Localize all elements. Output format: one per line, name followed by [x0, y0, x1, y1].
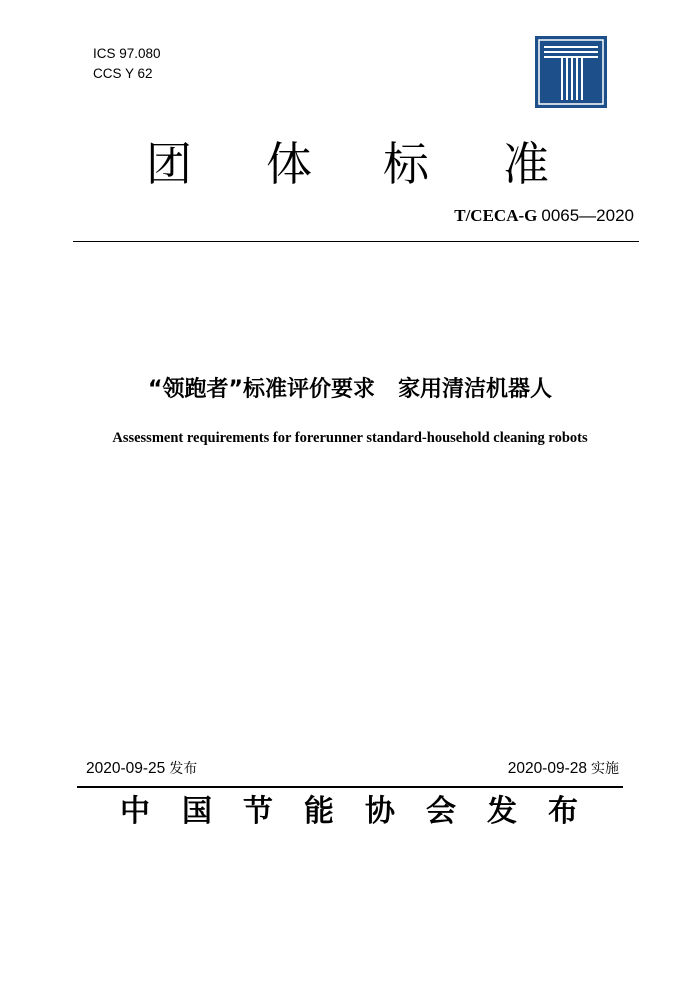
publisher-line [110, 792, 600, 832]
publisher-char: 能 [304, 794, 334, 829]
ccs-code: CCS Y 62 [93, 66, 153, 81]
standard-number-prefix: T/CECA-G [454, 206, 538, 225]
issue-date-label: 发布 [169, 761, 198, 777]
title-chinese: “领跑者”标准评价要求 家用清洁机器人 [148, 377, 552, 402]
standard-type-char: 体 [266, 137, 312, 191]
standard-type-title [100, 134, 600, 194]
publisher-char: 中 [120, 794, 150, 829]
implement-date-label: 实施 [591, 761, 619, 777]
title-english: Assessment requirements for forerunner standard-household cleaning robots [112, 430, 588, 446]
standard-number-suffix: 0065—2020 [541, 206, 634, 225]
footer-divider [77, 786, 623, 788]
implement-date [508, 758, 619, 780]
implement-date-value: 2020-09-28 [507, 760, 587, 777]
standard-number [454, 206, 634, 226]
publisher-char: 协 [365, 794, 395, 829]
publisher-char: 发 [487, 794, 517, 829]
standard-type-char: 团 [146, 137, 192, 191]
standard-type-char: 标 [383, 137, 429, 191]
publisher-char: 国 [182, 794, 212, 829]
publisher-char: 节 [243, 794, 273, 829]
issue-date [86, 758, 197, 780]
ics-code: ICS 97.080 [93, 46, 161, 61]
standard-type-char: 准 [503, 137, 549, 191]
header-divider [73, 241, 639, 242]
classification-codes [93, 44, 161, 84]
association-standard-logo-icon [535, 36, 607, 108]
publisher-char: 布 [548, 794, 578, 829]
issue-date-value: 2020-09-25 [86, 760, 166, 777]
publisher-char: 会 [426, 794, 456, 829]
